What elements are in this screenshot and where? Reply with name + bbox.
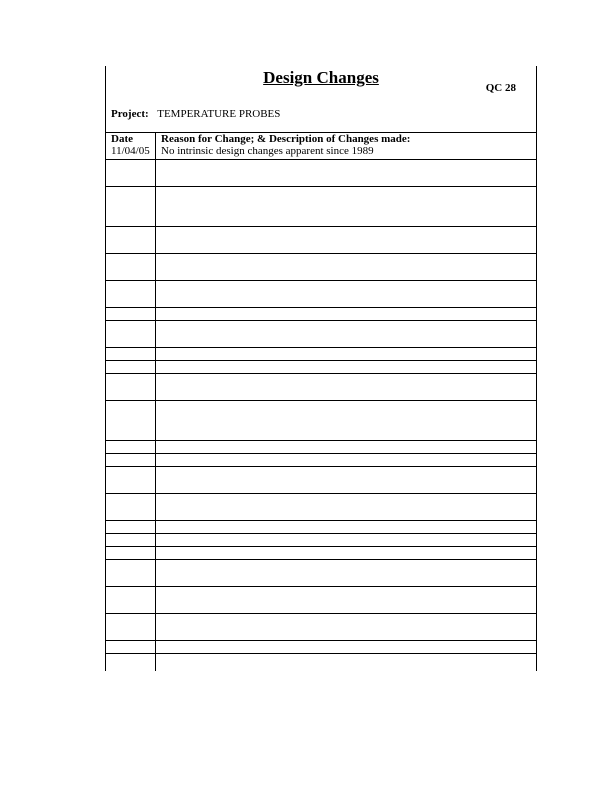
document-title: Design Changes xyxy=(263,68,379,87)
table-row xyxy=(106,132,536,160)
table-row xyxy=(106,160,536,187)
table-row xyxy=(106,654,536,667)
project-label: Project: xyxy=(111,108,149,120)
table-row xyxy=(106,454,536,467)
form-header xyxy=(106,66,536,133)
table-row xyxy=(106,494,536,521)
table-row xyxy=(106,560,536,587)
change-log-table xyxy=(106,132,536,667)
description-column-cell xyxy=(161,133,410,157)
project-row xyxy=(111,108,280,120)
date-column-header: Date xyxy=(111,133,133,145)
form-code: QC 28 xyxy=(485,82,516,94)
table-row xyxy=(106,187,536,227)
table-row xyxy=(106,281,536,308)
table-row xyxy=(106,361,536,374)
entry-date: 11/04/05 xyxy=(111,145,150,157)
table-row xyxy=(106,587,536,614)
table-row xyxy=(106,308,536,321)
design-changes-form xyxy=(105,66,537,671)
entry-description: No intrinsic design changes apparent since 1989 xyxy=(161,145,374,157)
table-row xyxy=(106,614,536,641)
date-column-cell xyxy=(111,133,150,157)
table-row xyxy=(106,227,536,254)
table-row xyxy=(106,401,536,441)
description-column-header: Reason for Change; & Description of Changes made: xyxy=(161,133,411,145)
table-row xyxy=(106,641,536,654)
table-row xyxy=(106,348,536,361)
table-row xyxy=(106,547,536,560)
table-row xyxy=(106,441,536,454)
table-row xyxy=(106,521,536,534)
project-value: TEMPERATURE PROBES xyxy=(157,108,281,120)
table-row xyxy=(106,254,536,281)
table-row xyxy=(106,374,536,401)
table-row xyxy=(106,534,536,547)
table-row xyxy=(106,321,536,348)
table-row xyxy=(106,467,536,494)
